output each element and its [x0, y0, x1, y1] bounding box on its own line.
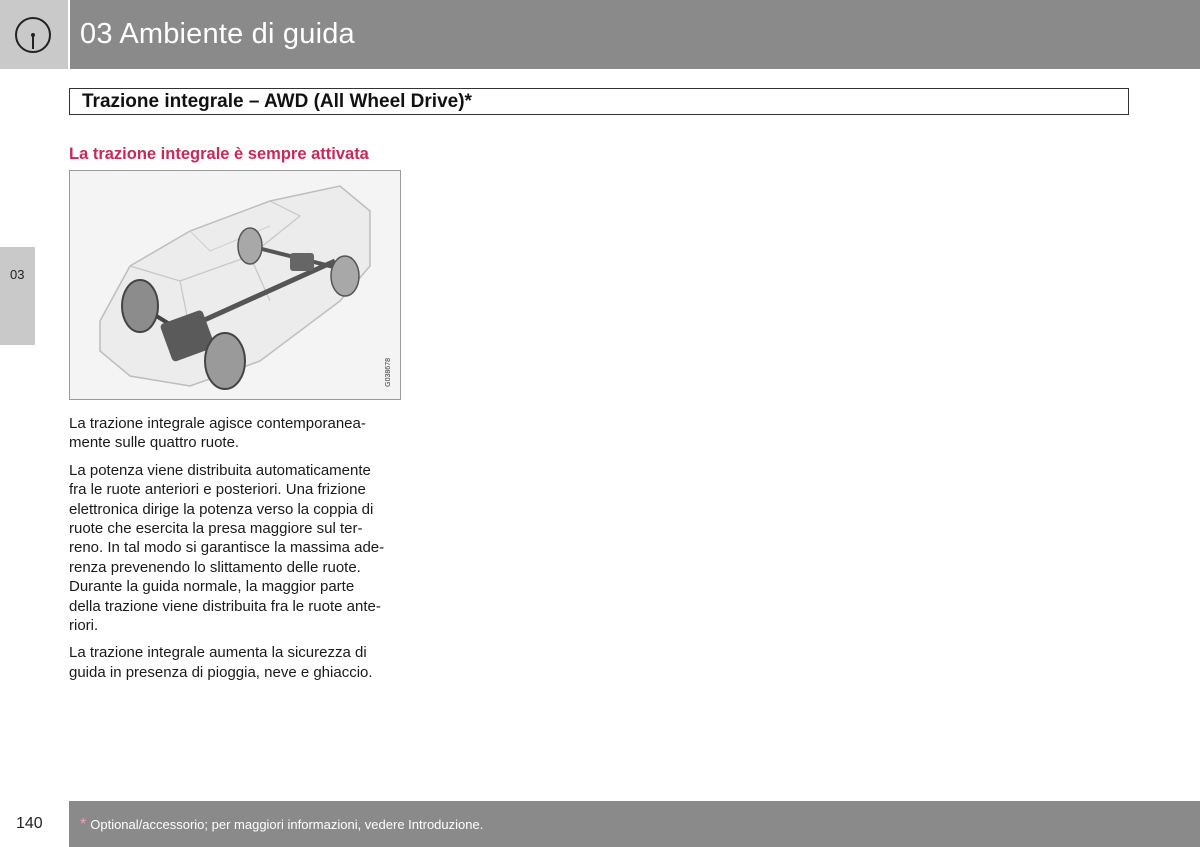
paragraph: La trazione integrale agisce contemporanea- mente sulle quattro ruote. [69, 415, 366, 452]
speedometer-icon [14, 16, 52, 54]
chapter-title: 03 Ambiente di guida [80, 18, 355, 50]
side-tab-label: 03 [10, 267, 25, 282]
page-number: 140 [16, 815, 43, 832]
paragraph: La potenza viene distribuita automaticamente fra le ruote anteriori e posteriori. Una frizione elettronica dirige la potenza verso la coppia di ruote che esercita la presa maggiore sul ter- reno. In tal modo si garantisce la massima ade- renza prevenendo lo slittamento delle ruote. Durante la guida normale, la maggior parte della trazione viene distribuita fra le ruote ante- riori. [69, 461, 385, 635]
footnote-text: Optional/accessorio; per maggiori informazioni, vedere Introduzione. [90, 817, 484, 832]
footnote-star: * [80, 816, 87, 833]
section-title-box [69, 88, 1129, 115]
section-title: Trazione integrale – AWD (All Wheel Drive)* [82, 91, 472, 112]
awd-car-illustration [70, 171, 400, 399]
subheading: La trazione integrale è sempre attivata [69, 145, 369, 163]
footnote [80, 816, 483, 834]
chapter-side-tab [0, 247, 35, 345]
paragraph: La trazione integrale aumenta la sicurezza di guida in presenza di pioggia, neve e ghiaccio. [69, 644, 373, 681]
figure-code: G038678 [385, 358, 392, 387]
header-icon-box [0, 0, 68, 69]
body-text [69, 414, 409, 690]
awd-car-figure [69, 170, 401, 400]
